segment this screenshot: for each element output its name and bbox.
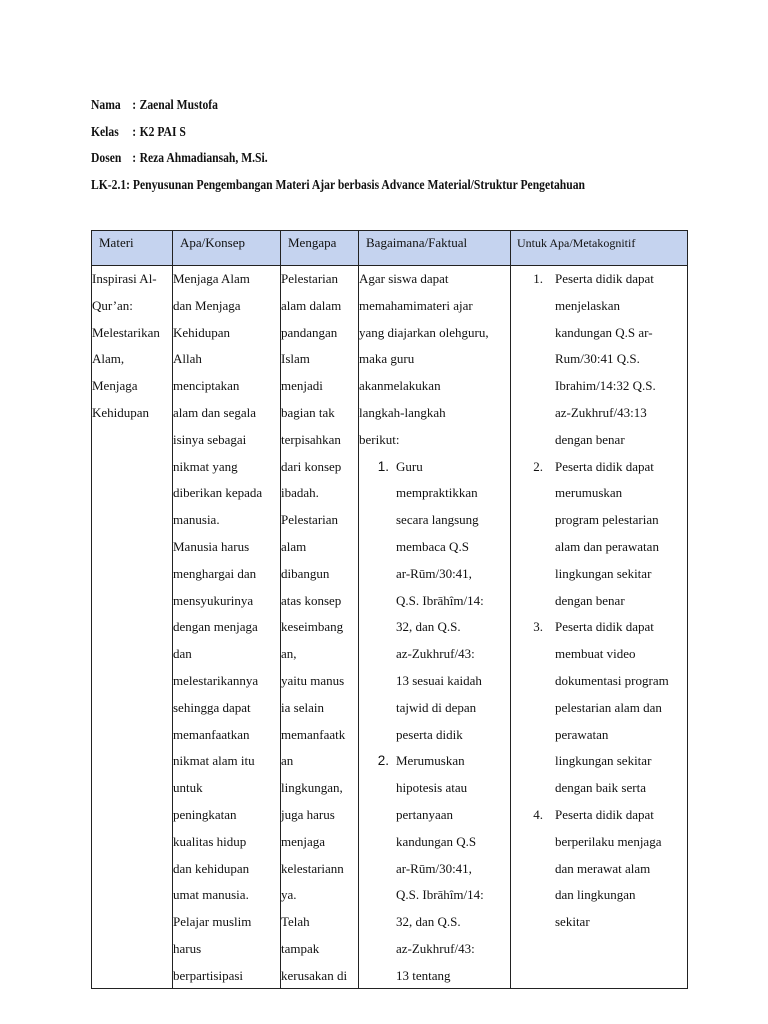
dosen-line (91, 148, 641, 175)
cell-line: peserta didik (396, 726, 463, 742)
cell-line: perawatan (555, 726, 609, 742)
cell-line: Peserta didik dapat (555, 271, 654, 286)
cell-line: menciptakan (173, 378, 240, 394)
mengapa-cell (281, 266, 358, 990)
list-number: 4. (533, 806, 543, 822)
nama-label: Nama (91, 97, 121, 112)
cell-line: dibangun (281, 565, 330, 581)
cell-line: Merumuskan (396, 753, 465, 769)
cell-line: berikut: (359, 431, 400, 447)
cell-line: umat manusia. (173, 887, 249, 903)
cell-line: 13 tentang (396, 967, 451, 983)
cell-line: atas konsep (281, 592, 342, 608)
cell-line: Guru (396, 458, 423, 474)
list-item (511, 614, 688, 641)
list-item (511, 802, 688, 829)
kelas-value: K2 PAI S (139, 123, 186, 139)
cell-line: az-Zukhruf/43:13 (555, 404, 647, 420)
cell-line: Kehidupan (173, 324, 231, 340)
cell-line: yaitu manus (281, 672, 345, 688)
column-header: Bagaimana/Faktual (366, 235, 468, 250)
cell-line: manusia. (173, 512, 220, 528)
cell-line: melestarikannya (173, 672, 259, 688)
cell-line: peningkatan (173, 806, 237, 822)
cell-line: pertanyaan (396, 806, 454, 822)
cell-line: Agar siswa dapat (359, 271, 449, 286)
cell-line: harus (173, 940, 202, 956)
cell-line: lingkungan sekitar (555, 753, 652, 769)
cell-line: 13 sesuai kaidah (396, 672, 482, 688)
cell-line: ya. (281, 887, 297, 903)
cell-line: memahamimateri ajar (359, 297, 473, 313)
cell-line: keseimbang (281, 619, 344, 635)
nama-line (91, 95, 641, 122)
cell-line: dengan benar (555, 431, 625, 447)
kelas-label: Kelas (91, 123, 119, 139)
separator: : (132, 123, 137, 139)
cell-line: Pelestarian (281, 512, 339, 528)
cell-line: Allah (173, 351, 202, 367)
list-item (359, 748, 510, 775)
cell-line: Menjaga (92, 378, 138, 394)
cell-line: nikmat alam itu (173, 753, 255, 769)
dosen-label: Dosen (91, 150, 122, 165)
cell-line: an (281, 753, 294, 769)
cell-line: menjelaskan (555, 297, 620, 313)
cell-line: Pelajar muslim (173, 914, 252, 930)
cell-line: Alam, (92, 351, 125, 367)
cell-line: menjadi (281, 378, 323, 394)
cell-line: ar-Rūm/30:41, (396, 860, 472, 876)
cell-line: hipotesis atau (396, 780, 468, 796)
cell-line: Pelestarian (281, 271, 339, 286)
cell-line: bagian tak (281, 404, 335, 420)
cell-line: kerusakan di (281, 967, 348, 983)
cell-line: kualitas hidup (173, 833, 247, 849)
column-header: Untuk Apa/Metakognitif (517, 236, 636, 250)
list-number: 2. (377, 753, 389, 769)
cell-line: terpisahkan (281, 431, 341, 447)
cell-line: an, (281, 646, 297, 662)
cell-line: kandungan Q.S (396, 833, 477, 849)
cell-line: dan Menjaga (173, 297, 241, 313)
cell-line: Q.S. Ibrāhîm/14: (396, 887, 484, 903)
cell-line: berperilaku menjaga (555, 833, 662, 849)
cell-line: juga harus (281, 806, 335, 822)
cell-line: Menjaga Alam (173, 271, 250, 286)
cell-line: pelestarian alam dan (555, 699, 662, 715)
cell-line: memanfaatkan (173, 726, 250, 742)
kelas-line (91, 122, 641, 149)
cell-line: dengan menjaga (173, 619, 258, 635)
cell-line: akanmelakukan (359, 378, 441, 394)
cell-line: diberikan kepada (173, 485, 263, 501)
cell-line: dengan benar (555, 592, 625, 608)
cell-line: dan lingkungan (555, 887, 636, 903)
cell-line: az-Zukhruf/43: (396, 646, 475, 662)
list-number: 1. (377, 458, 389, 474)
cell-line: ia selain (281, 699, 324, 715)
list-item (511, 266, 688, 293)
materi-table (91, 230, 688, 989)
cell-line: dokumentasi program (555, 672, 669, 688)
cell-line: ibadah. (281, 485, 319, 501)
cell-line: maka guru (359, 351, 415, 367)
column-header: Mengapa (288, 235, 337, 250)
bagaimana-cell (359, 266, 510, 990)
cell-line: pandangan (281, 324, 338, 340)
cell-line: dengan baik serta (555, 780, 646, 796)
cell-line: az-Zukhruf/43: (396, 940, 475, 956)
cell-line: alam (281, 538, 307, 554)
cell-line: alam dan perawatan (555, 538, 659, 554)
cell-line: program pelestarian (555, 512, 659, 528)
cell-line: Ibrahim/14:32 Q.S. (555, 378, 656, 394)
cell-line: ar-Rūm/30:41, (396, 565, 472, 581)
cell-line: tampak (281, 940, 320, 956)
cell-line: Qur’an: (92, 297, 133, 313)
cell-line: Manusia harus (173, 538, 250, 554)
cell-line: untuk (173, 780, 203, 796)
document-header (91, 95, 641, 201)
cell-line: Rum/30:41 Q.S. (555, 351, 640, 367)
cell-line: memanfaatk (281, 726, 346, 742)
cell-line: Peserta didik dapat (555, 619, 654, 635)
dosen-value: Reza Ahmadiansah, M.Si. (139, 150, 268, 165)
separator: : (132, 150, 137, 165)
cell-line: merumuskan (555, 485, 623, 501)
cell-line: Telah (281, 914, 310, 930)
cell-line: Kehidupan (92, 404, 150, 420)
cell-line: sehingga dapat (173, 699, 251, 715)
cell-line: secara langsung (396, 512, 479, 528)
cell-line: membuat video (555, 646, 636, 662)
cell-line: alam dan segala (173, 404, 257, 420)
list-number: 3. (533, 619, 543, 635)
cell-line: mempraktikkan (396, 485, 478, 501)
cell-line: menghargai dan (173, 565, 257, 581)
list-number: 1. (533, 271, 543, 286)
cell-line: Peserta didik dapat (555, 806, 654, 822)
list-item (359, 454, 510, 481)
cell-line: lingkungan, (281, 780, 343, 796)
cell-line: Islam (281, 351, 310, 367)
cell-line: sekitar (555, 914, 590, 930)
cell-line: dari konsep (281, 458, 342, 474)
list-item (511, 454, 688, 481)
cell-line: Melestarikan (92, 324, 160, 340)
cell-line: nikmat yang (173, 458, 238, 474)
cell-line: alam dalam (281, 297, 342, 313)
cell-line: lingkungan sekitar (555, 565, 652, 581)
cell-line: langkah-langkah (359, 404, 446, 420)
cell-line: dan kehidupan (173, 860, 250, 876)
materi-cell (92, 266, 172, 427)
column-header: Apa/Konsep (180, 235, 245, 250)
cell-line: Peserta didik dapat (555, 458, 654, 474)
cell-line: Q.S. Ibrāhîm/14: (396, 592, 484, 608)
lk-title: LK-2.1: Penyusunan Pengembangan Materi Ajar berbasis Advance Material/Struktur Pengetahuan (91, 176, 585, 192)
cell-line: berpartisipasi (173, 967, 244, 983)
konsep-cell (173, 266, 280, 990)
column-header: Materi (99, 235, 134, 250)
list-number: 2. (533, 458, 543, 474)
cell-line: yang diajarkan olehguru, (359, 324, 489, 340)
untuk-apa-cell (511, 266, 688, 936)
cell-line: kandungan Q.S ar- (555, 324, 653, 340)
cell-line: membaca Q.S (396, 538, 469, 554)
cell-line: isinya sebagai (173, 431, 247, 447)
cell-line: 32, dan Q.S. (396, 914, 461, 930)
separator: : (132, 97, 137, 112)
cell-line: dan merawat alam (555, 860, 651, 876)
cell-line: Inspirasi Al- (92, 271, 157, 286)
cell-line: kelestariann (281, 860, 344, 876)
cell-line: dan (173, 646, 192, 662)
cell-line: tajwid di depan (396, 699, 477, 715)
cell-line: mensyukurinya (173, 592, 254, 608)
nama-value: Zaenal Mustofa (139, 97, 218, 112)
cell-line: 32, dan Q.S. (396, 619, 461, 635)
cell-line: menjaga (281, 833, 326, 849)
